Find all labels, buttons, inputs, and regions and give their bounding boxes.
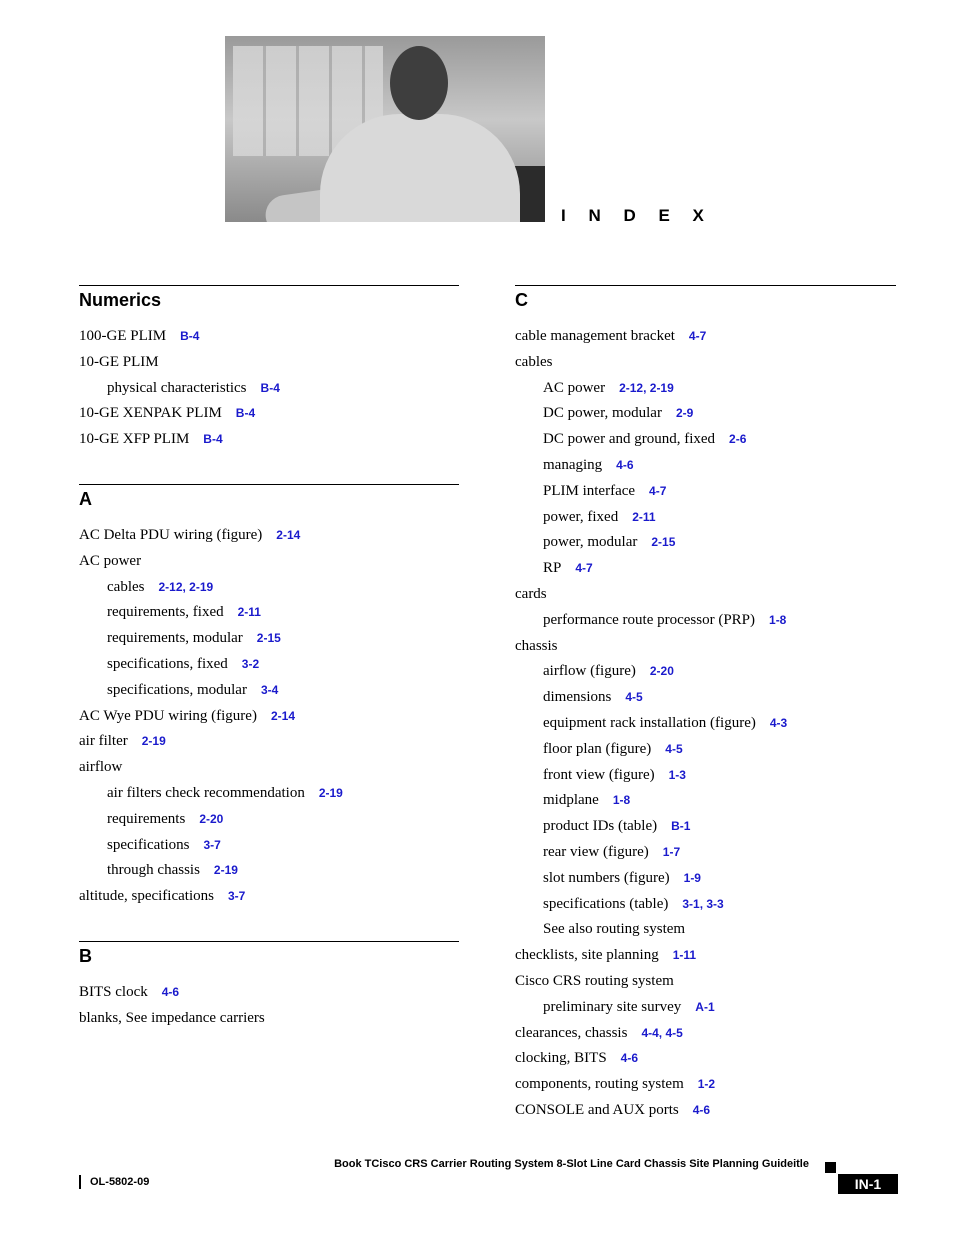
page-reference-link[interactable]: 2-15 xyxy=(256,631,281,646)
page-reference-link[interactable]: 2-19 xyxy=(213,863,238,878)
index-column-left xyxy=(79,285,459,1032)
entry-term: PLIM interface xyxy=(543,482,636,499)
entry-term: components, routing system xyxy=(515,1076,684,1093)
page-reference-link[interactable]: 2-20 xyxy=(199,811,224,826)
footer-marker xyxy=(825,1162,836,1173)
entry-term: equipment rack installation (figure) xyxy=(543,714,756,731)
page-reference-link[interactable]: 3-2 xyxy=(241,656,260,671)
page-reference-link[interactable]: 2-11 xyxy=(237,605,261,620)
entry-term: air filter xyxy=(79,733,128,750)
index-subentry xyxy=(515,427,896,453)
page-reference-link[interactable]: 2-15 xyxy=(651,535,676,550)
entry-term: clocking, BITS xyxy=(515,1050,607,1067)
page-reference-link[interactable]: 2-14 xyxy=(270,708,295,723)
index-subentry xyxy=(515,659,896,685)
section-gap xyxy=(79,910,459,941)
index-section xyxy=(79,484,459,910)
entry-term: power, modular xyxy=(543,534,638,551)
index-subentry xyxy=(515,453,896,479)
index-section xyxy=(79,941,459,1032)
page-reference-link[interactable]: 2-14 xyxy=(276,527,301,542)
page-reference-link[interactable]: 1-8 xyxy=(612,793,631,808)
index-subentry xyxy=(515,711,896,737)
page-reference-link[interactable]: 4-7 xyxy=(575,561,593,576)
entry-term: 10-GE PLIM xyxy=(79,353,159,370)
entry-term: floor plan (figure) xyxy=(543,740,652,757)
index-entry xyxy=(79,324,459,350)
index-entry xyxy=(79,755,459,781)
index-subentry xyxy=(515,608,896,634)
index-entry xyxy=(79,427,459,453)
entry-term: CONSOLE and AUX ports xyxy=(515,1101,679,1118)
entry-term: See also routing system xyxy=(543,921,686,938)
index-entry xyxy=(515,634,896,660)
index-entry xyxy=(515,324,896,350)
section-gap xyxy=(79,453,459,484)
entry-term: AC Delta PDU wiring (figure) xyxy=(79,526,263,543)
entry-term: checklists, site planning xyxy=(515,947,659,964)
entry-term: altitude, specifications xyxy=(79,888,214,905)
page-reference-link[interactable]: 2-6 xyxy=(729,432,747,447)
entry-term: cable management bracket xyxy=(515,328,675,344)
index-column-right xyxy=(515,285,896,1124)
index-subentry xyxy=(79,781,459,807)
page-reference-link[interactable]: 3-4 xyxy=(260,682,279,697)
entry-term: clearances, chassis xyxy=(515,1024,628,1041)
page-reference-link[interactable]: 3-7 xyxy=(203,837,221,852)
index-entry xyxy=(79,401,459,427)
index-subentry xyxy=(515,401,896,427)
entry-term: AC power xyxy=(79,552,142,569)
page-reference-link[interactable]: 4-5 xyxy=(665,741,683,756)
entry-term: specifications, modular xyxy=(107,681,247,698)
index-subentry xyxy=(515,685,896,711)
page-reference-link[interactable]: 1-2 xyxy=(697,1077,716,1092)
index-subentry xyxy=(515,788,896,814)
page-reference-link[interactable]: 4-6 xyxy=(692,1102,711,1117)
index-subentry xyxy=(79,833,459,859)
index-title: I N D E X xyxy=(561,206,713,225)
page-reference-link[interactable]: 4-4, 4-5 xyxy=(641,1025,683,1040)
index-subentry xyxy=(515,737,896,763)
page-reference-link[interactable]: 2-12, 2-19 xyxy=(619,380,674,395)
entry-term: AC power xyxy=(543,379,606,396)
entry-term: specifications xyxy=(107,836,190,853)
entry-term: physical characteristics xyxy=(107,379,247,396)
page-reference-link[interactable]: B-4 xyxy=(203,432,223,447)
page-reference-link[interactable]: 1-7 xyxy=(662,844,681,859)
entry-term: dimensions xyxy=(543,689,612,706)
page-reference-link[interactable]: 1-9 xyxy=(683,870,701,885)
index-entry xyxy=(79,729,459,755)
entry-term: blanks, See impedance carriers xyxy=(79,1009,265,1026)
index-subentry xyxy=(515,530,896,556)
section-heading: C xyxy=(515,290,528,310)
footer-book-title: Book TCisco CRS Carrier Routing System 8-Slot Line Card Chassis Site Planning Guideitle xyxy=(334,1158,809,1170)
page-reference-link[interactable]: 4-5 xyxy=(625,690,643,705)
index-entry xyxy=(515,1098,896,1124)
entry-term: chassis xyxy=(515,637,558,654)
page-reference-link[interactable]: 1-11 xyxy=(672,948,697,963)
page-reference-link[interactable]: B-4 xyxy=(235,406,256,421)
entry-term: 10-GE XFP PLIM xyxy=(79,431,190,448)
entry-term: rear view (figure) xyxy=(543,843,649,860)
index-section xyxy=(79,285,459,453)
entry-term: preliminary site survey xyxy=(543,998,682,1015)
entry-term: BITS clock xyxy=(79,983,148,1000)
index-entry xyxy=(79,704,459,730)
entry-term: Cisco CRS routing system xyxy=(515,972,674,989)
index-subentry xyxy=(515,866,896,892)
entry-term: managing xyxy=(543,456,603,473)
index-entry xyxy=(515,969,896,995)
index-entry xyxy=(79,523,459,549)
index-subentry xyxy=(79,678,459,704)
index-subentry xyxy=(79,858,459,884)
entry-term: front view (figure) xyxy=(543,766,655,783)
page-reference-link[interactable]: B-1 xyxy=(671,819,691,834)
entry-term: requirements, modular xyxy=(107,630,243,647)
entry-term: performance route processor (PRP) xyxy=(543,611,756,628)
page-reference-link[interactable]: 4-3 xyxy=(769,715,788,730)
index-subentry xyxy=(79,376,459,402)
entry-term: airflow (figure) xyxy=(543,663,636,680)
index-entry xyxy=(79,549,459,575)
page-reference-link[interactable]: 4-6 xyxy=(620,1051,638,1066)
index-subentry xyxy=(515,763,896,789)
page-reference-link[interactable]: A-1 xyxy=(695,999,715,1014)
header-photo xyxy=(225,36,545,222)
index-entry xyxy=(79,1006,459,1032)
page-reference-link[interactable]: 3-7 xyxy=(227,889,246,904)
index-entry xyxy=(79,884,459,910)
index-subentry xyxy=(515,840,896,866)
page-reference-link[interactable]: 4-6 xyxy=(616,457,634,472)
index-entry xyxy=(515,582,896,608)
entry-term: 100-GE PLIM xyxy=(79,328,167,344)
index-subentry xyxy=(79,626,459,652)
page-reference-link[interactable]: 2-20 xyxy=(649,664,674,679)
entry-term: cables xyxy=(107,578,145,595)
index-subentry xyxy=(515,556,896,582)
page-reference-link[interactable]: B-4 xyxy=(180,329,200,343)
entry-term: DC power, modular xyxy=(543,405,662,422)
page-reference-link[interactable]: 2-11 xyxy=(632,509,656,524)
index-subentry xyxy=(515,892,896,918)
page-reference-link[interactable]: 2-12, 2-19 xyxy=(158,579,214,594)
index-entry xyxy=(515,1072,896,1098)
index-entry xyxy=(515,943,896,969)
page-number: IN-1 xyxy=(838,1174,898,1194)
page-reference-link[interactable]: 2-9 xyxy=(675,406,694,421)
index-subentry xyxy=(515,505,896,531)
section-heading: A xyxy=(79,488,92,509)
index-subentry xyxy=(79,575,459,601)
entry-term: requirements, fixed xyxy=(107,604,224,621)
index-subentry xyxy=(79,652,459,678)
page-reference-link[interactable]: 2-19 xyxy=(141,734,166,749)
index-subentry xyxy=(515,814,896,840)
page-reference-link[interactable]: 4-7 xyxy=(649,483,667,498)
page-reference-link[interactable]: 1-8 xyxy=(769,612,787,627)
page-reference-link[interactable]: 1-3 xyxy=(668,767,686,782)
index-subentry xyxy=(79,807,459,833)
page-reference-link[interactable]: 4-6 xyxy=(161,984,180,999)
entry-term: cables xyxy=(515,353,553,370)
index-subentry xyxy=(515,479,896,505)
section-heading: B xyxy=(79,945,92,966)
entry-term: specifications (table) xyxy=(543,895,669,912)
page-reference-link[interactable]: 4-7 xyxy=(688,329,707,343)
index-section xyxy=(515,285,896,1124)
index-subentry xyxy=(515,995,896,1021)
index-subentry xyxy=(515,917,896,943)
index-subentry xyxy=(79,600,459,626)
entry-term: airflow xyxy=(79,759,123,776)
page-reference-link[interactable]: 3-1, 3-3 xyxy=(682,896,724,911)
entry-term: RP xyxy=(543,560,562,577)
index-subentry xyxy=(515,376,896,402)
entry-term: product IDs (table) xyxy=(543,818,658,835)
index-entry xyxy=(79,350,459,376)
entry-term: power, fixed xyxy=(543,508,619,525)
entry-term: through chassis xyxy=(107,862,200,879)
entry-term: DC power and ground, fixed xyxy=(543,431,716,448)
index-entry xyxy=(515,350,896,376)
footer-doc-number: OL-5802-09 xyxy=(90,1176,150,1188)
index-entry xyxy=(515,1046,896,1072)
entry-term: AC Wye PDU wiring (figure) xyxy=(79,707,257,724)
page-reference-link[interactable]: B-4 xyxy=(260,380,280,395)
entry-term: requirements xyxy=(107,810,186,827)
entry-term: specifications, fixed xyxy=(107,655,228,672)
section-heading: Numerics xyxy=(79,290,162,310)
entry-term: 10-GE XENPAK PLIM xyxy=(79,405,222,422)
entry-term: midplane xyxy=(543,792,599,809)
footer-rule xyxy=(79,1175,81,1189)
entry-term: cards xyxy=(515,585,547,602)
page-reference-link[interactable]: 2-19 xyxy=(318,785,343,800)
index-entry xyxy=(515,1021,896,1047)
index-entry xyxy=(79,980,459,1006)
entry-term: slot numbers (figure) xyxy=(543,869,670,886)
entry-term: air filters check recommendation xyxy=(107,784,305,801)
